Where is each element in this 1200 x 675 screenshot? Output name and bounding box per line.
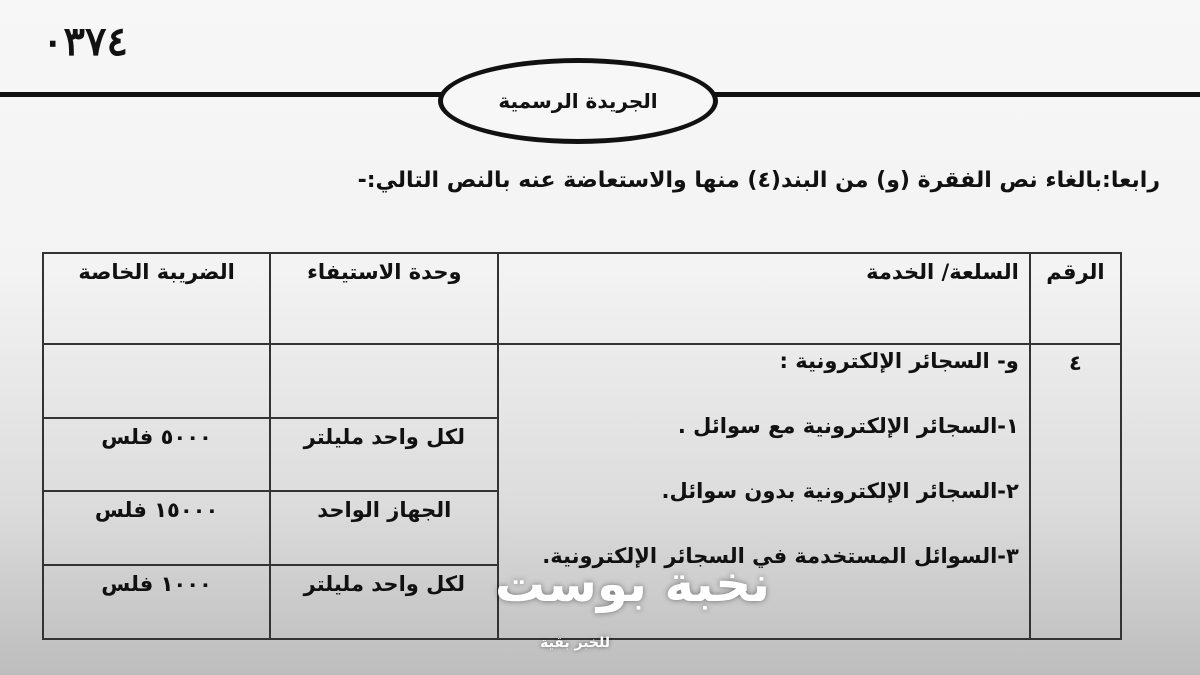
unit-cell: الجهاز الواحد xyxy=(270,491,498,565)
watermark-tagline: للخبر بقية xyxy=(540,635,610,651)
tax-cell: ٥٠٠٠ فلس xyxy=(43,418,270,492)
intro-paragraph: رابعا:بالغاء نص الفقرة (و) من البند(٤) منها والاستعاضة عنه بالنص التالي:- xyxy=(357,168,1160,193)
header-tax: الضريبة الخاصة xyxy=(43,253,270,344)
service-line: ٣-السوائل المستخدمة في السجائر الإلكترونية. xyxy=(542,543,1019,568)
tax-cell: ١٠٠٠ فلس xyxy=(43,565,270,639)
header-number: الرقم xyxy=(1030,253,1121,344)
watermark-logo xyxy=(455,555,770,665)
service-line: ١-السجائر الإلكترونية مع سوائل . xyxy=(677,413,1019,438)
gazette-title: الجريدة الرسمية xyxy=(438,58,718,144)
table-header-row xyxy=(43,253,1121,344)
table-row xyxy=(43,344,1121,418)
page-number: ٤٧٣٠ xyxy=(42,18,128,65)
tax-cell: ١٥٠٠٠ فلس xyxy=(43,491,270,565)
unit-cell xyxy=(270,344,498,418)
tax-cell xyxy=(43,344,270,418)
unit-cell: لكل واحد مليلتر xyxy=(270,565,498,639)
unit-cell: لكل واحد مليلتر xyxy=(270,418,498,492)
watermark-brand: نخبة بوست xyxy=(494,555,770,613)
service-line: و- السجائر الإلكترونية : xyxy=(779,348,1019,373)
service-line: ٢-السجائر الإلكترونية بدون سوائل. xyxy=(661,478,1019,503)
header-service: السلعة/ الخدمة xyxy=(498,253,1029,344)
item-number: ٤ xyxy=(1030,344,1121,639)
header-unit: وحدة الاستيفاء xyxy=(270,253,498,344)
